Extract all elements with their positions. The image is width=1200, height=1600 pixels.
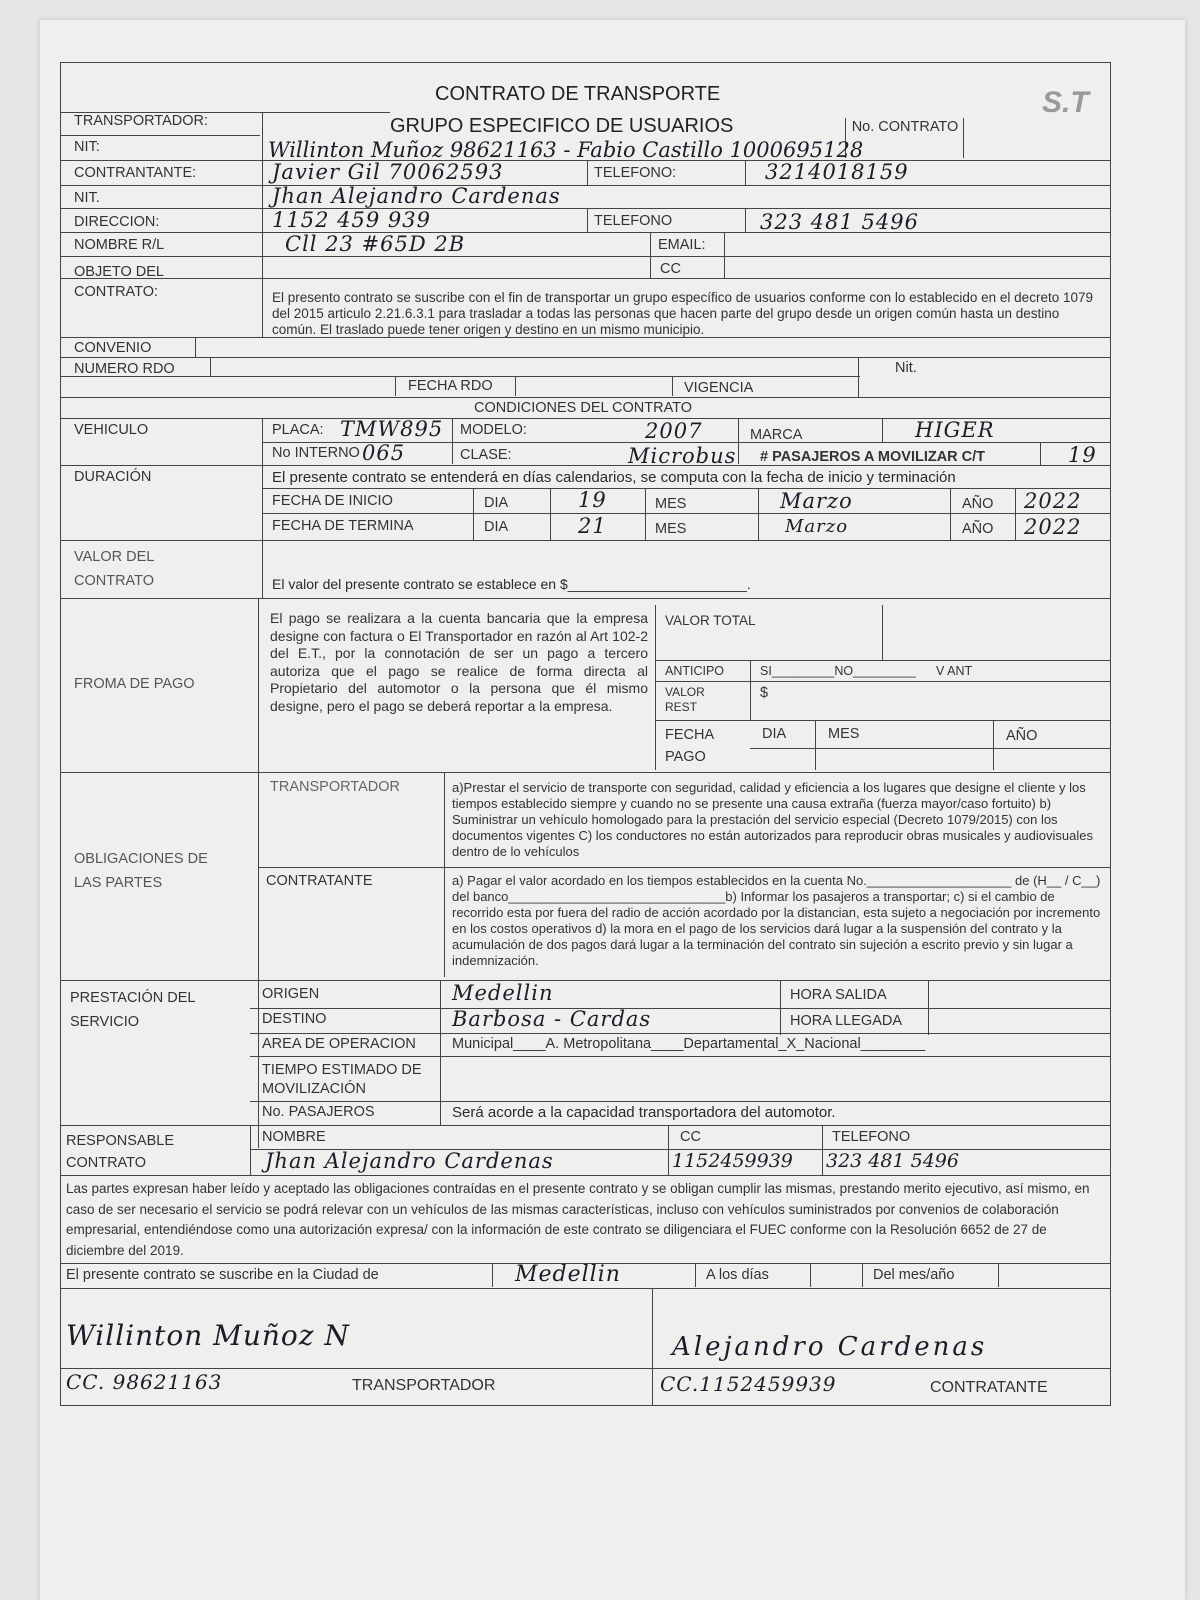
termina-mes[interactable]: Marzo bbox=[785, 516, 849, 537]
placa-label: PLACA: bbox=[272, 422, 324, 438]
divider bbox=[655, 605, 656, 770]
divider bbox=[882, 605, 883, 660]
fecha-pago-dia: DIA bbox=[762, 726, 787, 742]
fecha-pago-ano: AÑO bbox=[1006, 728, 1038, 744]
mes-label: MES bbox=[655, 496, 687, 512]
divider bbox=[60, 62, 1110, 63]
nit-label: NIT: bbox=[74, 139, 100, 155]
duracion-text: El presente contrato se entenderá en días calendarios, se computa con la fecha de inicio y terminación bbox=[272, 469, 956, 486]
divider bbox=[650, 232, 651, 278]
divider bbox=[250, 1125, 251, 1175]
anticipo-label: ANTICIPO bbox=[665, 664, 725, 678]
divider bbox=[822, 1125, 823, 1175]
v-ant-label: V ANT bbox=[936, 664, 973, 678]
divider bbox=[452, 418, 453, 464]
mes-label: MES bbox=[655, 521, 687, 537]
area-value[interactable]: Municipal____A. Metropolitana____Departamental_X_Nacional________ bbox=[452, 1036, 926, 1052]
direccion-telefono-label: TELEFONO bbox=[594, 213, 673, 229]
divider bbox=[258, 598, 259, 1148]
responsable-nombre[interactable]: Jhan Alejandro Cardenas bbox=[265, 1149, 554, 1173]
divider bbox=[963, 118, 964, 158]
forma-pago-label: FROMA DE PAGO bbox=[74, 676, 195, 692]
divider bbox=[444, 772, 445, 977]
divider bbox=[210, 357, 211, 377]
dia-label: DIA bbox=[484, 519, 509, 535]
obligaciones-transportador-text: a)Prestar el servicio de transporte con seguridad, calidad y eficiencia a los lugares que designe el cliente y los tiempos establecido siempre y cuando no se presente una causa extraña (fuerza mayor/caso fortuito) b) Suministrar un vehículo homologado para la prestación del servicio especial (Decreto 1079/2015) con los documentos vigentes C) los conductores no están autorizados para reproducir obras musicales y audiovisuales dentro de lo vehículos bbox=[452, 780, 1093, 859]
modelo-label: MODELO: bbox=[460, 422, 527, 438]
fecha-pago-label: FECHA PAGO bbox=[665, 727, 714, 765]
nombre-rl-value[interactable]: Cll 23 #65D 2B bbox=[285, 232, 466, 256]
divider bbox=[60, 772, 1110, 773]
inicio-dia[interactable]: 19 bbox=[578, 488, 607, 512]
ciudad-value[interactable]: Medellin bbox=[515, 1262, 621, 1287]
divider bbox=[815, 720, 816, 770]
fecha-termina-label: FECHA DE TERMINA bbox=[272, 518, 414, 534]
direccion-value[interactable]: 1152 459 939 bbox=[272, 208, 431, 232]
contratante-telefono-label: TELEFONO: bbox=[594, 165, 677, 181]
fecha-rdo-label: FECHA RDO bbox=[408, 378, 493, 394]
divider bbox=[492, 1263, 493, 1287]
termina-ano[interactable]: 2022 bbox=[1024, 515, 1082, 539]
objeto-text: El presento contrato se suscribe con el fin de transportar un grupo específico de usuarios conforme con lo establecido en el decreto 1079 del 2015 articulo 2.21.6.3.1 para trasladar a todas las personas que hacen parte del grupo desde un origen común hasta un destino común. El traslado puede tener origen y destino en un mismo municipio. bbox=[272, 290, 1093, 337]
ciudad-label: El presente contrato se suscribe en la Ciudad de bbox=[66, 1267, 379, 1283]
duracion-label: DURACIÓN bbox=[74, 469, 152, 485]
divider bbox=[645, 488, 646, 540]
area-label: AREA DE OPERACION bbox=[262, 1036, 416, 1052]
divider bbox=[262, 418, 263, 598]
clase-value[interactable]: Microbus bbox=[628, 444, 737, 468]
divider bbox=[60, 62, 61, 1406]
valor-total-label: VALOR TOTAL bbox=[665, 613, 756, 628]
divider bbox=[60, 465, 1110, 466]
divider bbox=[672, 376, 673, 396]
forma-pago-text: El pago se realizara a la cuenta bancaria que la empresa designe con factura o El Transportador en razón al Art 102-2 del E.T., por la connotación de ser un pago a tercero autoriza que el pago se realice de forma directa al Propietario del automotor o la persona que él mismo designe, pero el pago se deberá reportar a la empresa. bbox=[270, 610, 648, 714]
company-logo: S.T bbox=[1042, 86, 1089, 119]
transportador-sign-label: TRANSPORTADOR bbox=[352, 1377, 496, 1394]
divider bbox=[810, 1263, 811, 1287]
divider bbox=[60, 135, 260, 136]
valor-label: VALOR DEL CONTRATO bbox=[74, 549, 155, 589]
destino-value[interactable]: Barbosa - Cardas bbox=[452, 1007, 652, 1031]
convenio-nit-label: Nit. bbox=[895, 360, 917, 376]
no-pasajeros-label: No. PASAJEROS bbox=[262, 1104, 375, 1120]
divider bbox=[250, 1056, 1110, 1057]
divider bbox=[60, 337, 1110, 338]
placa-value[interactable]: TMW895 bbox=[340, 417, 444, 441]
divider bbox=[395, 376, 396, 396]
divider bbox=[60, 598, 1110, 599]
divider bbox=[1110, 62, 1111, 1406]
marca-value[interactable]: HIGER bbox=[915, 418, 995, 442]
divider bbox=[60, 256, 1110, 257]
contratante-sign-label: CONTRATANTE bbox=[930, 1379, 1048, 1396]
vehiculo-label: VEHICULO bbox=[74, 422, 149, 438]
hora-llegada-label: HORA LLEGADA bbox=[790, 1013, 903, 1029]
inicio-ano[interactable]: 2022 bbox=[1024, 489, 1082, 513]
divider bbox=[1015, 488, 1016, 540]
divider bbox=[473, 488, 474, 540]
valor-rest-dollar[interactable]: $ bbox=[760, 685, 769, 701]
transportador-signature: Willinton Muñoz N bbox=[66, 1319, 350, 1352]
termina-dia[interactable]: 21 bbox=[578, 514, 607, 538]
contratante-telefono[interactable]: 3214018159 bbox=[765, 160, 909, 184]
direccion-label: DIRECCION: bbox=[74, 214, 160, 230]
responsable-cc-label: CC bbox=[680, 1129, 701, 1145]
responsable-label: RESPONSABLE CONTRATO bbox=[66, 1133, 174, 1171]
divider bbox=[587, 208, 588, 232]
divider bbox=[724, 232, 725, 278]
divider bbox=[262, 513, 1110, 514]
nit2-value[interactable]: Jhan Alejandro Cardenas bbox=[272, 184, 561, 208]
fecha-pago-mes: MES bbox=[828, 726, 860, 742]
modelo-value[interactable]: 2007 bbox=[645, 419, 703, 443]
contratante-value[interactable]: Javier Gil 70062593 bbox=[272, 160, 504, 184]
divider bbox=[758, 488, 759, 540]
divider bbox=[262, 112, 263, 338]
divider bbox=[250, 1008, 1110, 1009]
dias-label: A los días bbox=[706, 1267, 769, 1283]
divider bbox=[858, 357, 859, 397]
responsable-nombre-label: NOMBRE bbox=[262, 1129, 326, 1145]
contratante-label: CONTRANTANTE: bbox=[74, 165, 197, 181]
divider bbox=[60, 376, 860, 377]
vigencia-label: VIGENCIA bbox=[684, 380, 754, 396]
contratante-cc: CC.1152459939 bbox=[660, 1372, 837, 1396]
mes-ano-label: Del mes/año bbox=[873, 1267, 955, 1283]
obligaciones-contratante-text: a) Pagar el valor acordado en los tiempos establecidos en la cuenta No.____________________ de (H__ / C__) del banco______________________________b) Informar los pasajeros a transportar; c) si el cambio de recorrido esta por fuera del radio de acción acordado por la distancian, esta sujeto a negociación por incremento en los costos operativos d) la mora en el pago de los servicios dará lugar a la suspensión del contrato y la acumulación de dos pagos dará lugar a la terminación del contrato sin sujeción a escrito previo y sin lugar a indemnización. bbox=[452, 873, 1101, 968]
divider bbox=[738, 418, 739, 464]
divider bbox=[60, 232, 1110, 233]
divider bbox=[655, 660, 1110, 661]
divider bbox=[695, 1263, 696, 1287]
divider bbox=[60, 1175, 1110, 1176]
no-pasajeros-value: Será acorde a la capacidad transportadora del automotor. bbox=[452, 1104, 836, 1121]
divider bbox=[60, 397, 1110, 398]
interno-label: No INTERNO bbox=[272, 445, 360, 461]
origen-value[interactable]: Medellin bbox=[452, 981, 554, 1005]
no-contrato-label: No. CONTRATO bbox=[851, 119, 959, 135]
divider bbox=[998, 1263, 999, 1287]
divider bbox=[60, 1405, 1110, 1406]
tiempo-label: TIEMPO ESTIMADO DE MOVILIZACIÓN bbox=[262, 1062, 422, 1097]
footer-text: Las partes expresan haber leído y aceptado las obligaciones contraídas en el presente contrato y se obligan cumplir las mismas, prestando merito ejecutivo, así mismo, en caso de ser necesario el servicio se podrá relevar con un vehículos de las mismas características, incluso con vehículos suministrados por convenios de colaboración empresarial, entendiéndose como una autorización expresa/ con la información de este contrato se diligenciara el FUEC conforme con la Resolución 6652 de 27 de diciembre del 2019. bbox=[66, 1181, 1090, 1258]
divider bbox=[60, 357, 1110, 358]
anticipo-si-no[interactable]: SI_________NO_________ bbox=[760, 664, 916, 678]
nit2-label: NIT. bbox=[74, 190, 100, 206]
divider bbox=[1040, 442, 1041, 466]
transportador-label: TRANSPORTADOR: bbox=[74, 113, 209, 129]
divider bbox=[882, 418, 883, 442]
dia-label: DIA bbox=[484, 495, 509, 511]
divider bbox=[587, 160, 588, 185]
divider bbox=[440, 980, 441, 1125]
divider bbox=[262, 488, 1110, 489]
divider bbox=[60, 980, 1110, 981]
clase-label: CLASE: bbox=[460, 447, 512, 463]
divider bbox=[655, 681, 1110, 682]
divider bbox=[515, 376, 516, 396]
responsable-cc[interactable]: 1152459939 bbox=[672, 1150, 793, 1172]
divider bbox=[250, 1101, 1110, 1102]
divider bbox=[655, 720, 1110, 721]
responsable-telefono[interactable]: 323 481 5496 bbox=[826, 1150, 959, 1172]
cc-label: CC bbox=[660, 261, 681, 277]
hora-salida-label: HORA SALIDA bbox=[790, 987, 887, 1003]
condiciones-title: CONDICIONES DEL CONTRATO bbox=[474, 400, 693, 416]
inicio-mes[interactable]: Marzo bbox=[780, 489, 853, 513]
divider bbox=[250, 1033, 1110, 1034]
divider bbox=[668, 1125, 669, 1175]
ano-label: AÑO bbox=[962, 521, 994, 537]
obligaciones-contratante-label: CONTRATANTE bbox=[266, 873, 373, 889]
origen-label: ORIGEN bbox=[262, 986, 320, 1002]
transportador-value[interactable]: Willinton Muñoz 98621163 - Fabio Castillo 1000695128 bbox=[268, 138, 864, 162]
divider bbox=[745, 160, 746, 185]
marca-label: MARCA bbox=[750, 427, 803, 443]
destino-label: DESTINO bbox=[262, 1011, 327, 1027]
divider bbox=[750, 748, 1110, 749]
divider bbox=[993, 720, 994, 770]
divider bbox=[950, 488, 951, 540]
ano-label: AÑO bbox=[962, 496, 994, 512]
obligaciones-label: OBLIGACIONES DE LAS PARTES bbox=[74, 851, 208, 891]
valor-text[interactable]: El valor del presente contrato se establece en $_______________________. bbox=[272, 576, 751, 592]
divider bbox=[60, 1125, 1110, 1126]
prestacion-label: PRESTACIÓN DEL SERVICIO bbox=[70, 990, 195, 1030]
document-subtitle: GRUPO ESPECIFICO DE USUARIOS bbox=[390, 115, 734, 137]
convenio-label: CONVENIO bbox=[74, 340, 152, 356]
responsable-telefono-label: TELEFONO bbox=[832, 1129, 911, 1145]
divider bbox=[862, 1263, 863, 1287]
divider bbox=[652, 1288, 653, 1405]
divider bbox=[750, 660, 751, 720]
divider bbox=[60, 540, 1110, 541]
nombre-rl-label: NOMBRE R/L bbox=[74, 237, 165, 253]
divider bbox=[60, 1368, 1110, 1369]
pasajeros-value[interactable]: 19 bbox=[1068, 443, 1097, 467]
email-label: EMAIL: bbox=[658, 237, 706, 253]
transportador-cc: CC. 98621163 bbox=[66, 1370, 223, 1394]
divider bbox=[195, 337, 196, 357]
interno-value[interactable]: 065 bbox=[362, 441, 406, 465]
divider bbox=[60, 185, 1110, 186]
valor-rest-label: VALOR REST bbox=[665, 685, 705, 714]
direccion-telefono[interactable]: 323 481 5496 bbox=[760, 210, 919, 234]
divider bbox=[60, 1288, 1110, 1289]
contratante-signature: Alejandro Cardenas bbox=[672, 1332, 988, 1362]
document-title: CONTRATO DE TRANSPORTE bbox=[435, 83, 721, 105]
divider bbox=[258, 867, 1110, 868]
fecha-inicio-label: FECHA DE INICIO bbox=[272, 493, 393, 509]
divider bbox=[745, 208, 746, 232]
divider bbox=[60, 208, 1110, 209]
numero-rdo-label: NUMERO RDO bbox=[74, 361, 175, 377]
divider bbox=[550, 488, 551, 540]
obligaciones-transportador-label: TRANSPORTADOR bbox=[270, 779, 400, 795]
objeto-label: OBJETO DEL CONTRATO: bbox=[74, 264, 164, 300]
pasajeros-label: # PASAJEROS A MOVILIZAR C/T bbox=[760, 449, 986, 465]
